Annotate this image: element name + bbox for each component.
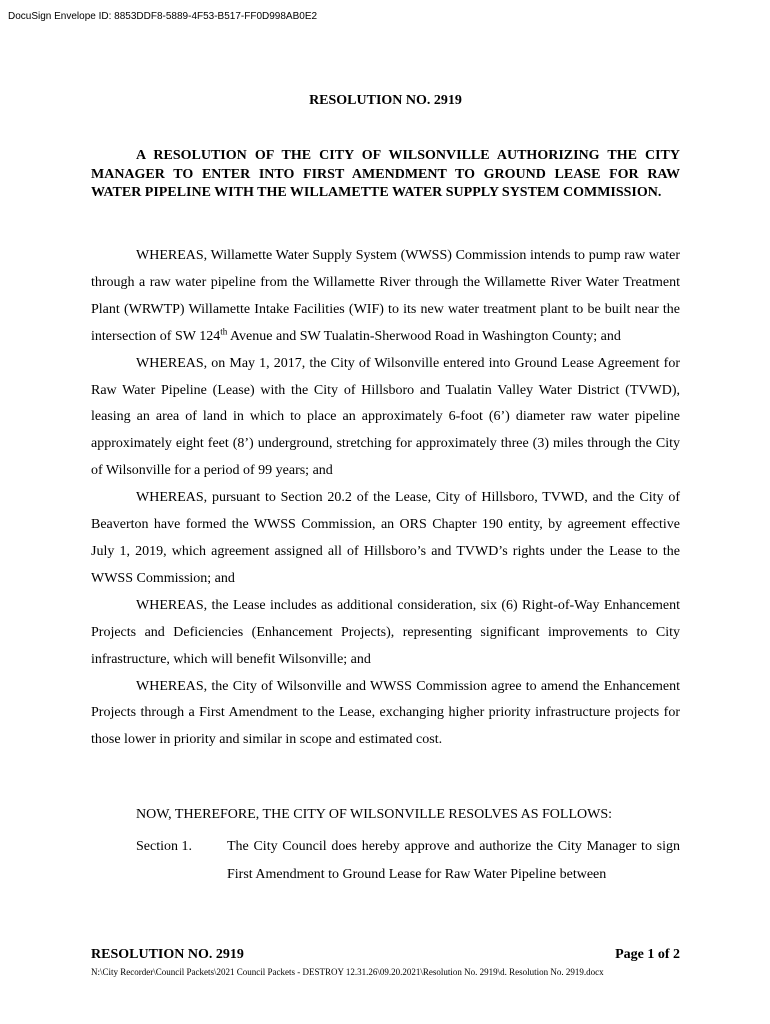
whereas-paragraph-4: WHEREAS, the Lease includes as additional consideration, six (6) Right-of-Way Enhancement Projects and Deficiencies (Enhancement Projects), representing significant improvements to City infrastructure, which will benefit Wilsonville; and xyxy=(91,597,680,667)
footer-resolution-title: RESOLUTION NO. 2919 xyxy=(91,947,244,962)
resolution-body xyxy=(91,243,680,754)
footer-page-number: Page 1 of 2 xyxy=(615,947,680,962)
section-1-text: The City Council does hereby approve and authorize the City Manager to sign First Amendment to Ground Lease for Raw Water Pipeline between xyxy=(227,839,680,882)
whereas-paragraph-1 xyxy=(91,243,680,351)
whereas-paragraph-3: WHEREAS, pursuant to Section 20.2 of the Lease, City of Hillsboro, TVWD, and the City of Beaverton have formed the WWSS Commission, an ORS Chapter 190 entity, by agreement effective July 1, 2019, which agreement assigned all of Hillsboro’s and TVWD’s rights under the Lease to the WWSS Commission; and xyxy=(91,490,680,586)
resolution-heading: A RESOLUTION OF THE CITY OF WILSONVILLE AUTHORIZING THE CITY MANAGER TO ENTER INTO FIRST AMENDMENT TO GROUND LEASE FOR RAW WATER PIPELINE WITH THE WILLAMETTE WATER SUPPLY SYSTEM COMMISSION. xyxy=(91,148,680,200)
whereas-paragraph-5: WHEREAS, the City of Wilsonville and WWSS Commission agree to amend the Enhancement Projects through a First Amendment to the Lease, exchanging higher priority infrastructure projects for those lower in priority and similar in scope and estimated cost. xyxy=(91,678,680,748)
whereas-paragraph-2: WHEREAS, on May 1, 2017, the City of Wilsonville entered into Ground Lease Agreement for Raw Water Pipeline (Lease) with the City of Hillsboro and Tualatin Valley Water District (TVWD), leasing an area of land in which to place an approximately 6-foot (6’) diameter raw water pipeline approximately eight feet (8’) underground, stretching for approximately three (3) miles through the City of Wilsonville for a period of 99 years; and xyxy=(91,355,680,479)
resolution-title: RESOLUTION NO. 2919 xyxy=(309,93,462,108)
whereas-1-text-b: Avenue and SW Tualatin-Sherwood Road in Washington County; and xyxy=(227,328,621,344)
section-1-label: Section 1. xyxy=(136,839,192,854)
footer-file-path: N:\City Recorder\Council Packets\2021 Council Packets - DESTROY 12.31.26\09.20.2021\Resolution No. 2919\d. Resolution No. 2919.docx xyxy=(91,967,604,977)
resolves-statement: NOW, THEREFORE, THE CITY OF WILSONVILLE RESOLVES AS FOLLOWS: xyxy=(136,807,613,822)
whereas-1-text-a: WHEREAS, Willamette Water Supply System (WWSS) Commission intends to pump raw water through a raw water pipeline from the Willamette River through the Willamette River Water Treatment Plant (WRWTP) Willamette Intake Facilities (WIF) to its new water treatment plant to be built near the intersection of SW 124 xyxy=(91,248,680,344)
ordinal-suffix: th xyxy=(220,326,228,337)
envelope-id: DocuSign Envelope ID: 8853DDF8-5889-4F53-B517-FF0D998AB0E2 xyxy=(8,11,318,22)
